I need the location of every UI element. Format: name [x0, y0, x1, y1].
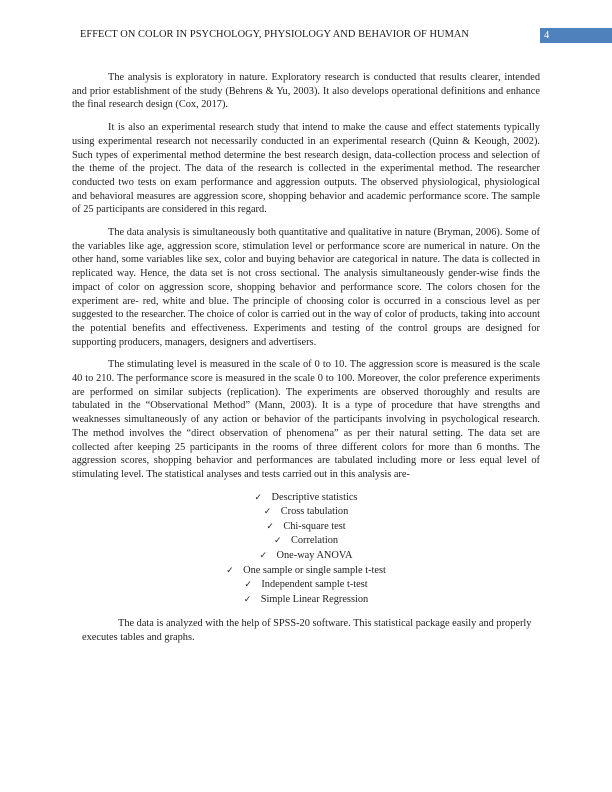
running-header — [72, 28, 612, 42]
header-title: EFFECT ON COLOR IN PSYCHOLOGY, PHYSIOLOGY AND BEHAVIOR OF HUMAN — [80, 29, 469, 40]
paragraph-stimulating-level: The stimulating level is measured in the scale of 0 to 10. The aggression score is measured is the scale 40 to 210. The performance score is measured in the scale 0 to 100. Moreover, the color preference experiments are performed on similar subjects (replication). The experiments are observed thoroughly and results are tabulated in the “Observational Method” (Mann, 2003). It is a type of procedure that have strengths and weaknesses simultaneously of any action or behavior of the participants involving in psychological research. The method involves the “direct observation of phenomena” as per their natural setting. The data set are collected after keeping 25 participants in the rooms of three different colors for more than 6 months. The aggression scores, shopping behavior and performances are tabulated including more or less equal level of stimulating level. The statistical analyses and tests carried out in this analysis are- — [72, 359, 540, 480]
paragraph-exploratory: The analysis is exploratory in nature. Exploratory research is conducted that results clearer, intended and prior establishment of the study (Behrens & Yu, 2003). It also develops operational definitions and enhance the final research design (Cox, 2017). — [72, 72, 540, 111]
list-item-label: Correlation — [290, 535, 339, 547]
paragraph-closing: The data is analyzed with the help of SPSS-20 software. This statistical package easily and properly executes tables and graphs. — [82, 618, 532, 644]
paragraph-experimental: It is also an experimental research study that intend to make the cause and effect statements typically using experimental research not necessarily conducted in an experimental research (Quinn & Keough, 2002). Such types of experimental method determine the best research design, data-collection process and selection of the theme of the project. The data of the research is collected in the experimental method. The researcher conducted two tests on exam performance and aggression outputs. The observed physiological, physiological and behavioral measures are aggression score, shopping behavior and academic performance score. The sample of 25 participants are considered in this regard. — [72, 122, 540, 216]
list-item-label: Simple Linear Regression — [260, 593, 369, 605]
document-body — [72, 71, 540, 645]
checkmark-icon: ✓ — [226, 565, 234, 576]
checkmark-icon: ✓ — [273, 536, 282, 547]
checkmark-icon: ✓ — [244, 580, 252, 591]
list-item-label: Chi-square test — [283, 520, 346, 532]
page-number-badge: 4 — [540, 28, 612, 43]
list-item-label: Descriptive statistics — [271, 491, 358, 503]
checkmark-icon: ✓ — [259, 551, 268, 562]
checkmark-icon: ✓ — [254, 492, 263, 503]
list-item-label: One-way ANOVA — [276, 550, 353, 562]
list-item — [72, 505, 540, 520]
list-item-label: Cross tabulation — [280, 506, 349, 518]
list-item — [72, 593, 540, 608]
list-item — [72, 491, 540, 506]
checkmark-icon: ✓ — [266, 521, 274, 532]
checkmark-icon: ✓ — [243, 594, 252, 605]
list-item — [72, 549, 540, 564]
list-item — [72, 520, 540, 535]
checkmark-icon: ✓ — [263, 507, 272, 518]
list-item — [72, 578, 540, 593]
list-item-label: Independent sample t-test — [261, 579, 368, 591]
paragraph-data-analysis: The data analysis is simultaneously both quantitative and qualitative in nature (Bryman, 2006). Some of the variables like age, aggression score, stimulation level or performance score are numerical in nature. On the other hand, some variables like sex, color and buying behavior are categorical in nature. The data is collected in replicated way. Hence, the data set is not cross sectional. The analysis simultaneously gender-wise finds the impact of color on aggression score, shopping behavior and performance score. The colors chosen for the experiment are- red, white and blue. The principle of choosing color is occurred in a conscious level as per suggested to the researcher. The choice of color is carried out in the way of color of products, taking into account the potential benefits and effectiveness. Experiments and testing of the control groups are designed for supporting producers, managers, designers and advertisers. — [72, 227, 540, 348]
statistical-tests-list — [72, 491, 540, 608]
list-item — [72, 534, 540, 549]
list-item — [72, 564, 540, 579]
list-item-label: One sample or single sample t-test — [243, 564, 386, 576]
